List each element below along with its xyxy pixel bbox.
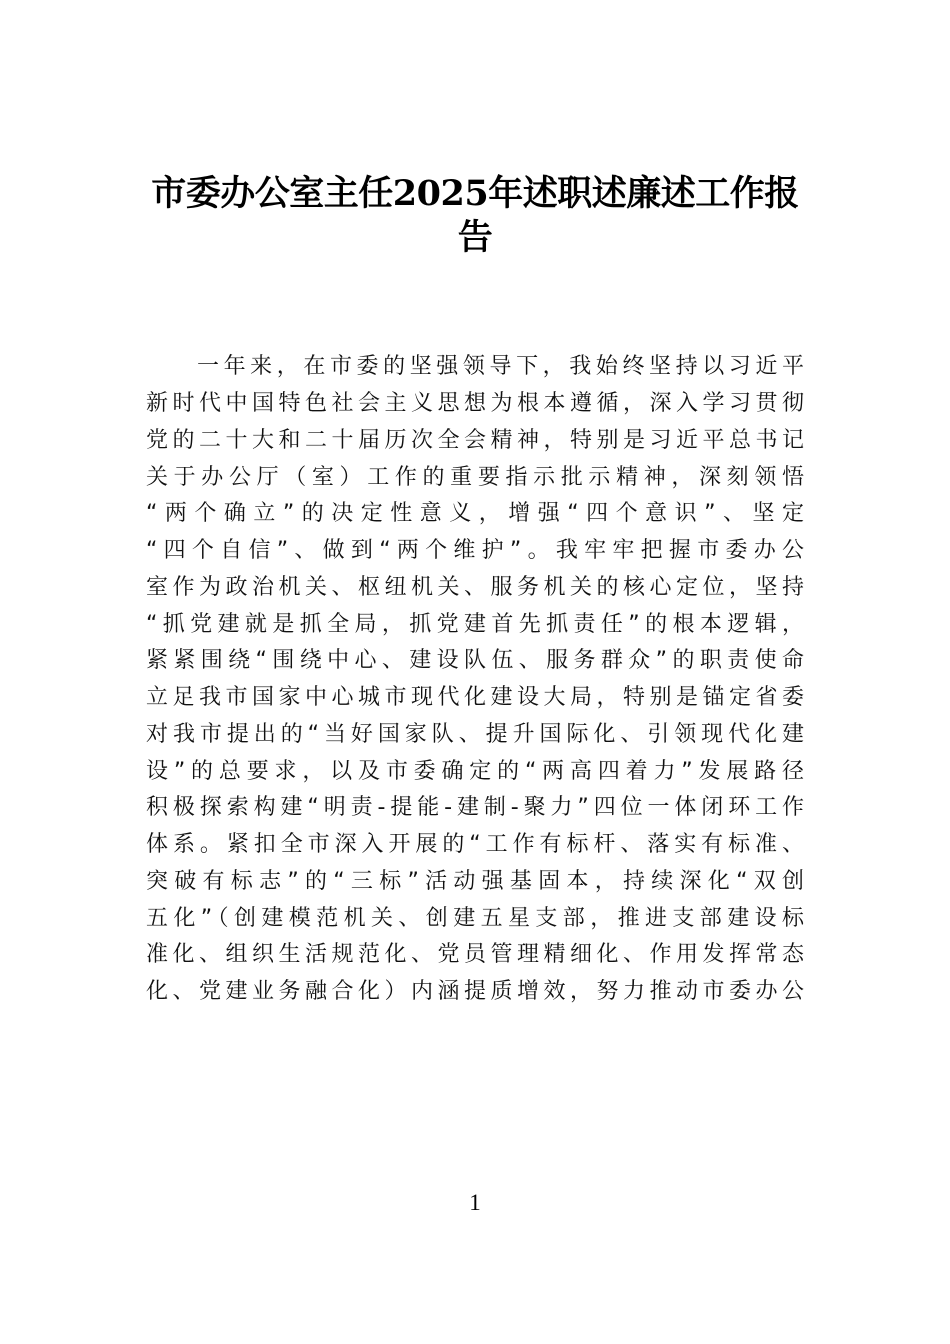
- paragraph-line-17: 准化、组织生活规范化、党员管理精细化、作用发挥常态: [146, 942, 804, 967]
- page-number: 1: [469, 1190, 481, 1215]
- paragraph-line-15: 突破有标志”的“三标”活动强基固本，持续深化“双创: [146, 869, 804, 894]
- paragraph-line-14: 体系。紧扣全市深入开展的“工作有标杆、落实有标准、: [146, 832, 804, 857]
- document-title-line-2: 告: [457, 217, 493, 258]
- paragraph-line-13: 积极探索构建“明责-提能-建制-聚力”四位一体闭环工作: [146, 795, 804, 820]
- paragraph-line-10: 立足我市国家中心城市现代化建设大局，特别是锚定省委: [146, 685, 804, 710]
- paragraph-line-16: 五化”（创建模范机关、创建五星支部，推进支部建设标: [146, 906, 804, 931]
- paragraph-line-4: 关于办公厅（室）工作的重要指示批示精神，深刻领悟: [146, 465, 804, 490]
- paragraph-line-9: 紧紧围绕“围绕中心、建设队伍、服务群众”的职责使命: [146, 648, 804, 673]
- paragraph-line-6: “四个自信”、做到“两个维护”。我牢牢把握市委办公: [146, 538, 804, 563]
- paragraph-line-12: 设”的总要求，以及市委确定的“两高四着力”发展路径: [146, 759, 804, 784]
- paragraph-line-7: 室作为政治机关、枢纽机关、服务机关的核心定位，坚持: [146, 575, 804, 600]
- paragraph-line-5: “两个确立”的决定性意义，增强“四个意识”、坚定: [146, 501, 804, 526]
- paragraph-line-8: “抓党建就是抓全局，抓党建首先抓责任”的根本逻辑，: [146, 612, 804, 637]
- paragraph-line-1: 一年来，在市委的坚强领导下，我始终坚持以习近平: [197, 354, 804, 379]
- paragraph-line-18: 化、党建业务融合化）内涵提质增效，努力推动市委办公: [146, 979, 804, 1004]
- paragraph-line-11: 对我市提出的“当好国家队、提升国际化、引领现代化建: [146, 722, 804, 747]
- paragraph-line-2: 新时代中国特色社会主义思想为根本遵循，深入学习贯彻: [146, 391, 804, 416]
- document-title-line-1: 市委办公室主任2025年述职述廉述工作报: [151, 173, 799, 214]
- paragraph-line-3: 党的二十大和二十届历次全会精神，特别是习近平总书记: [146, 428, 804, 453]
